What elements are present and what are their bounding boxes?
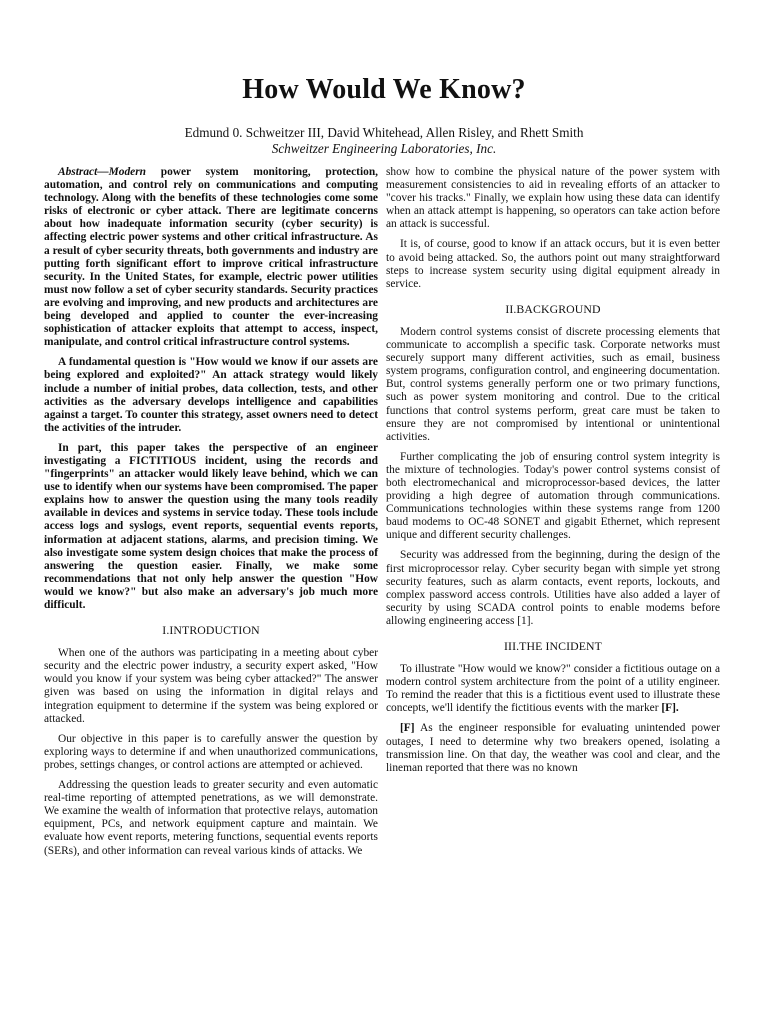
body-paragraph: Further complicating the job of ensuring control system integrity is the mixture of technologies. Today's power control systems consist of both electromechanical and microprocessor-based devices, the latter providing a high degree of automation through communications. Communications technologies within these systems range from 1200 baud modems to OC-48 SONET and gigabit Ethernet, which represent unique and different security challenges. <box>386 450 720 542</box>
author-list: Edmund 0. Schweitzer III, David Whitehead, Allen Risley, and Rhett Smith <box>184 125 584 140</box>
body-paragraph: Addressing the question leads to greater security and even automatic real-time reporting of attempted penetrations, as we will demonstrate. We examine the wealth of information that protective relays, automation equipment, PCs, and network equipment capture and maintain. We evaluate how event reports, metering functions, sequential events reports (SERs), and other information can reveal various kinds of attacks. We <box>44 779 378 857</box>
right-column <box>386 166 720 782</box>
affiliation: Schweitzer Engineering Laboratories, Inc. <box>271 141 497 156</box>
body-paragraph: It is, of course, good to know if an attack occurs, but it is even better to avoid being attacked. So, the authors point out many straightforward steps to increase system security using digital equipment already in service. <box>386 238 720 290</box>
left-column <box>44 166 378 865</box>
body-paragraph <box>386 663 720 715</box>
abstract-label: Abstract—Modern <box>58 166 146 178</box>
body-paragraph: When one of the authors was participating in a meeting about cyber security and the electric power industry, a security expert asked, "How would you know if your system was being cyber attacked?" The answer given was based on using the information in digital relays and integration equipment to determine if the system was being explored or attacked. <box>44 647 378 725</box>
abstract-paragraph <box>44 166 378 349</box>
incident-text: To illustrate "How would we know?" consider a fictitious outage on a modern control system architecture from the point of a utility engineer. To remind the reader that this is a fictitious event used to illustrate these concepts, we'll identify the fictitious events with the marker <box>386 663 720 715</box>
paper-title: How Would We Know? <box>242 74 526 105</box>
abstract-paragraph: In part, this paper takes the perspective of an engineer investigating a FICTITIOUS incident, using the records and "fingerprints" an attacker would likely leave behind, which we can use to identify when our systems have been compromised. The paper explains how to answer the question using the many tools readily available in devices and systems in service today. These tools include access logs and syslogs, event reports, sequential events reports, information at adjacent stations, alarms, and precision timing. We also investigate some system design choices that make the process of answering the question easier. Finally, we make some recommendations that not only help answer the question "How would we know?" but also make an adversary's job much more difficult. <box>44 441 378 611</box>
section-heading-introduction: I.INTRODUCTION <box>162 623 260 638</box>
incident-text: As the engineer responsible for evaluating unintended power outages, I need to determine why two breakers opened, isolating a transmission line. On that day, the weather was cool and clear, and the lineman reported that there was no known <box>386 722 720 774</box>
body-paragraph: Modern control systems consist of discrete processing elements that communicate to accomplish a specific task. Corporate networks must securely support many different activities, such as email, business system programs, configuration control, and engineering documentation. But, control systems generally perform one or two primary functions, such as power system monitoring and control. Due to the critical functions that control systems perform, great care must be taken to ensure they are not compromised by intentional or unintentional activities. <box>386 325 720 443</box>
body-paragraph <box>386 722 720 774</box>
body-paragraph: show how to combine the physical nature of the power system with measurement consistencies to aid in revealing efforts of an attacker to "cover his tracks." Finally, we explain how using these data can identify when an attack attempt is happening, so operators can take action before an attack is successful. <box>386 166 720 231</box>
fictitious-marker: [F]. <box>661 702 679 715</box>
section-heading-incident: III.THE INCIDENT <box>504 639 602 653</box>
abstract-text: power system monitoring, protection, automation, and control rely on communications and computing technology. Along with the benefits of these technologies come some risks of electronic or cyber attack. There are legitimate concerns about how inadequate information security (cyber security) is affecting electric power systems and other critical infrastructure. As a result of cyber security threats, both governments and industry are putting forth significant effort to improve critical infrastructure security. In the United States, for example, electric power utilities must now follow a set of cyber security standards. Security practices are evolving and improving, and new products and architectures are being developed and applied to counter the ever-increasing sophistication of attacker exploits that attempt to access, inspect, manipulate, and control critical infrastructure control systems. <box>44 166 378 349</box>
body-paragraph: Our objective in this paper is to carefully answer the question by exploring ways to determine if and when unauthorized communications, probes, settings changes, or control actions are attempted or achieved. <box>44 732 378 771</box>
section-heading-background: II.BACKGROUND <box>505 301 601 316</box>
body-paragraph: Security was addressed from the beginning, during the design of the first microprocessor relay. Cyber security began with simple yet strong security features, such as alarm contacts, event reports, lockouts, and complex password access controls. Utilities have also added a layer of security by using SCADA control points to enable modems before allowing engineering access [1]. <box>386 549 720 627</box>
abstract-paragraph: A fundamental question is "How would we know if our assets are being explored and exploited?" An attack strategy would likely include a number of initial probes, data collection, tests, and other activities as the adversary develops intelligence and capabilities against a target. To counter this strategy, asset owners need to detect the activities of the intruder. <box>44 356 378 434</box>
fictitious-marker: [F] <box>400 722 415 735</box>
